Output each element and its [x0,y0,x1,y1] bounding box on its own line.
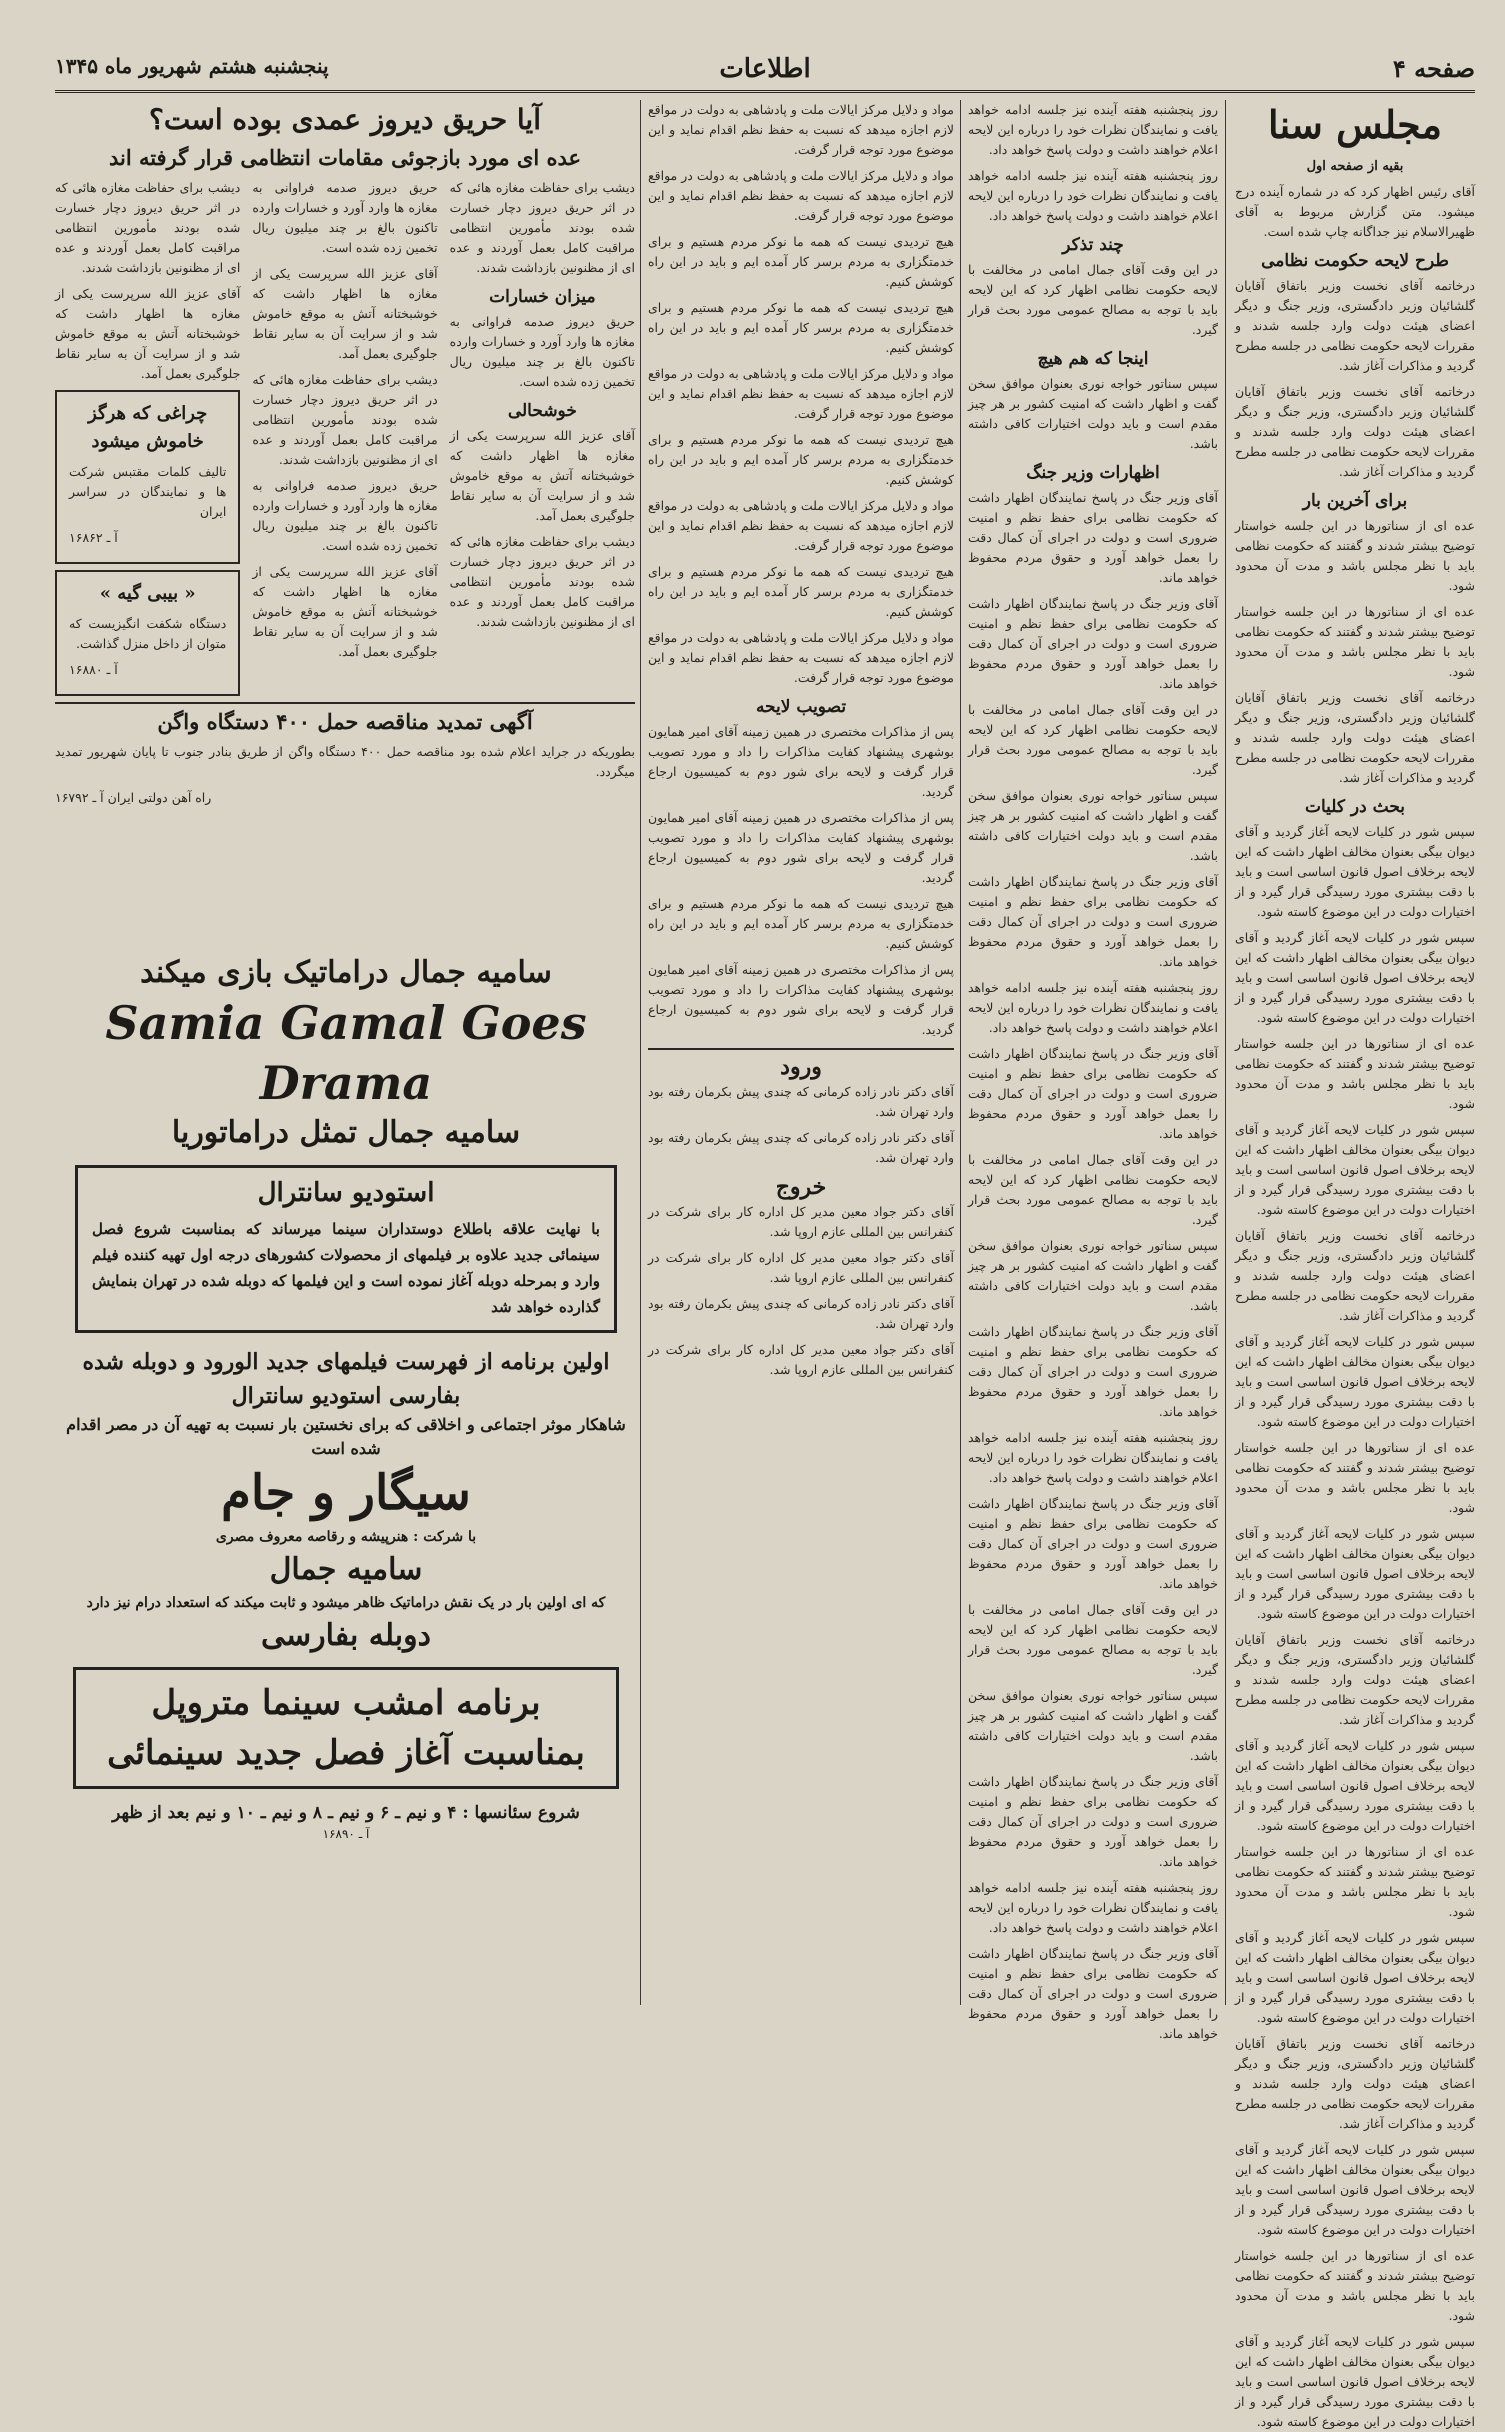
column-rule-2 [960,100,961,2005]
parliament-paragraph-1b: روز پنجشنبه هفته آینده نیز جلسه ادامه خواهد یافت و نمایندگان نظرات خود را درباره این لایحه اعلام خواهند داشت و دولت پاسخ خواهد داد. [968,168,1218,223]
studio-text: با نهایت علاقه باطلاع دوستداران سینما میرساند که بمناسبت شروع فصل سینمائی جدید علاوه بر فیلمهای از محصولات کشورهای درجه اول تهیه کننده فیلم وارد و بمرحله دوبله آغاز نموده است و این فیلمها که دوبله شده در تهران بنمایش گذارده خواهد شد [92,1220,600,1316]
lamp-ad-code: آ ـ ۱۶۸۶۲ [69,530,118,545]
ad-line-3: شاهکار موثر اجتماعی و اخلاقی که برای نخستین بار نسبت به تهیه آن در مصر اقدام شده است [66,1415,626,1458]
senate-subhead-1: طرح لایحه حکومت نظامی [1261,251,1449,271]
fire-subhead-1: میزان خسارات [489,287,596,307]
parliament-paragraph-4m: در این وقت آقای جمال امامی در مخالفت با لایحه حکومت نظامی اظهار کرد که این لایحه باید با توجه به مصالح عمومی مورد بحث قرار گیرد. [968,1602,1218,1677]
film-title: سیگار و جام [221,1465,471,1521]
parliament-paragraph-4d: سپس سناتور خواجه نوری بعنوان موافق سخن گفت و اظهار داشت که امنیت کشور بر هر چیز مقدم است و باید دولت اختیارات کافی داشته باشد. [968,788,1218,863]
departures-paragraph-b: آقای دکتر جواد معین مدیر کل اداره کار برای شرکت در کنفرانس بین المللی عازم اروپا شد. [648,1250,954,1285]
senate-paragraph-3: عده ای از سناتورها در این جلسه خواستار توضیح بیشتر شدند و گفتند که حکومت نظامی باید با نظر مجلس باشد و مدت آن محدود شود. [1235,518,1475,593]
studio-box [75,1165,617,1333]
fire-col-left [55,178,240,696]
senate-paragraph-4n: سپس شور در کلیات لایحه آغاز گردید و آقای دیوان بیگی بعنوان مخالف اظهار داشت که این لایحه برخلاف اصول قانون اساسی است و باید با دقت بیشتری مورد رسیدگی قرار گیرد و از اختیارات دولت در این موضوع کاسته شود. [1235,2142,1475,2237]
senate-paragraph-4o: عده ای از سناتورها در این جلسه خواستار توضیح بیشتر شدند و گفتند که حکومت نظامی باید با نظر مجلس باشد و مدت آن محدود شود. [1235,2248,1475,2323]
senate-title: مجلس سنا [1267,102,1443,147]
arrivals-paragraph-b: آقای دکتر نادر زاده کرمانی که چندی پیش بکرمان رفته بود وارد تهران شد. [648,1130,954,1165]
railway-notice-title: آگهی تمدید مناقصه حمل ۴۰۰ دستگاه واگن [157,709,533,734]
senate-paragraph-2: درخاتمه آقای نخست وزیر باتفاق آقایان گلشائیان وزیر دادگستری، وزیر جنگ و دیگر اعضای هیئت دولت وارد جلسه شدند و مقررات لایحه حکومت نظامی در جلسه مطرح گردید و مذاکرات آغاز شد. [1235,278,1475,373]
senate-paragraph-4h: سپس شور در کلیات لایحه آغاز گردید و آقای دیوان بیگی بعنوان مخالف اظهار داشت که این لایحه برخلاف اصول قانون اساسی است و باید با دقت بیشتری مورد رسیدگی قرار گیرد و از اختیارات دولت در این موضوع کاسته شود. [1235,1526,1475,1621]
parliament-paragraph-4c: در این وقت آقای جمال امامی در مخالفت با لایحه حکومت نظامی اظهار کرد که این لایحه باید با توجه به مصالح عمومی مورد بحث قرار گیرد. [968,702,1218,777]
cinema-advertisement [55,945,637,2000]
railway-notice-text: بطوریکه در جراید اعلام شده بود مناقصه حمل ۴۰۰ دستگاه واگن از طریق بنادر جنوب تا پایان شهریور تمدید میگردد. [55,744,635,779]
bill-subhead-1: تصویب لایحه [755,697,847,717]
senate-paragraph-4c: عده ای از سناتورها در این جلسه خواستار توضیح بیشتر شدند و گفتند که حکومت نظامی باید با نظر مجلس باشد و مدت آن محدود شود. [1235,1036,1475,1111]
parliament-paragraph-4n: سپس سناتور خواجه نوری بعنوان موافق سخن گفت و اظهار داشت که امنیت کشور بر هر چیز مقدم است و باید دولت اختیارات کافی داشته باشد. [968,1688,1218,1763]
railway-notice [55,702,635,808]
arrivals-paragraph: آقای دکتر نادر زاده کرمانی که چندی پیش بکرمان رفته بود وارد تهران شد. [648,1084,954,1119]
parliament-paragraph-4j: آقای وزیر جنگ در پاسخ نمایندگان اظهار داشت که حکومت نظامی برای حفظ نظم و امنیت ضروری است و دولت در اجرای آن کمال دقت را بعمل خواهد آورد و حقوق مردم محفوظ خواهد ماند. [968,1324,1218,1419]
parliament-paragraph-4g: آقای وزیر جنگ در پاسخ نمایندگان اظهار داشت که حکومت نظامی برای حفظ نظم و امنیت ضروری است و دولت در اجرای آن کمال دقت را بعمل خواهد آورد و حقوق مردم محفوظ خواهد ماند. [968,1046,1218,1141]
parliament-paragraph-3: سپس سناتور خواجه نوری بعنوان موافق سخن گفت و اظهار داشت که امنیت کشور بر هر چیز مقدم است و باید دولت اختیارات کافی داشته باشد. [968,376,1218,451]
parliament-paragraph-2: در این وقت آقای جمال امامی در مخالفت با لایحه حکومت نظامی اظهار کرد که این لایحه باید با توجه به مصالح عمومی مورد بحث قرار گیرد. [968,262,1218,337]
lamp-ad-box [55,390,240,564]
senate-subhead-3: بحث در کلیات [1304,797,1406,817]
continued-note: بقیه از صفحه اول [1306,159,1404,174]
parliament-paragraph-4p: روز پنجشنبه هفته آینده نیز جلسه ادامه خواهد یافت و نمایندگان نظرات خود را درباره این لایحه اعلام خواهند داشت و دولت پاسخ خواهد داد. [968,1880,1218,1935]
column-rule-1 [1225,100,1226,2005]
parliament-paragraph-4l: آقای وزیر جنگ در پاسخ نمایندگان اظهار داشت که حکومت نظامی برای حفظ نظم و امنیت ضروری است و دولت در اجرای آن کمال دقت را بعمل خواهد آورد و حقوق مردم محفوظ خواهد ماند. [968,1496,1218,1591]
fire-paragraph-3b: دیشب برای حفاظت مغازه هائی که در اثر حریق دیروز دچار خسارت شده بودند مأمورین انتظامی مراقبت کامل بعمل آوردند و عده ای از مظنونین بازداشت شدند. [449,534,635,629]
senate-paragraph-4d: سپس شور در کلیات لایحه آغاز گردید و آقای دیوان بیگی بعنوان مخالف اظهار داشت که این لایحه برخلاف اصول قانون اساسی است و باید با دقت بیشتری مورد رسیدگی قرار گیرد و از اختیارات دولت در این موضوع کاسته شود. [1235,1122,1475,1217]
program-line-2: بمناسبت آغاز فصل جدید سینمائی [107,1733,585,1773]
parliament-paragraph-4i: سپس سناتور خواجه نوری بعنوان موافق سخن گفت و اظهار داشت که امنیت کشور بر هر چیز مقدم است و باید دولت اختیارات کافی داشته باشد. [968,1238,1218,1313]
bill-paragraph-2f: هیچ تردیدی نیست که همه ما نوکر مردم هستیم و برای خدمتگزاری به مردم برسر کار آمده ایم و باید در این راه کوشش کنیم. [648,564,954,619]
ad-line-1: اولین برنامه از فهرست فیلمهای جدید الورود و دوبله شده [82,1349,610,1375]
bill-paragraph-2e: مواد و دلایل مرکز ایالات ملت و پادشاهی به دولت در مواقع لازم اجازه میدهد که نسبت به حفظ نظم اقدام نماید و این موضوع مورد توجه قرار گرفت. [648,498,954,553]
senate-paragraph-4m: درخاتمه آقای نخست وزیر باتفاق آقایان گلشائیان وزیر دادگستری، وزیر جنگ و دیگر اعضای هیئت دولت وارد جلسه شدند و مقررات لایحه حکومت نظامی در جلسه مطرح گردید و مذاکرات آغاز شد. [1235,2036,1475,2131]
senate-paragraph-3b: عده ای از سناتورها در این جلسه خواستار توضیح بیشتر شدند و گفتند که حکومت نظامی باید با نظر مجلس باشد و مدت آن محدود شود. [1235,604,1475,679]
senate-paragraph-4f: سپس شور در کلیات لایحه آغاز گردید و آقای دیوان بیگی بعنوان مخالف اظهار داشت که این لایحه برخلاف اصول قانون اساسی است و باید با دقت بیشتری مورد رسیدگی قرار گیرد و از اختیارات دولت در این موضوع کاسته شود. [1235,1334,1475,1429]
senate-paragraph-1: آقای رئیس اظهار کرد که در شماره آینده درج میشود. متن گزارش مربوط به آقای ظهیرالاسلام نیز جداگانه چاپ شده است. [1235,184,1475,239]
railway-notice-code: آ ـ ۱۶۷۹۲ [55,790,104,805]
fire-paragraph-9: دیشب برای حفاظت مغازه هائی که در اثر حریق دیروز دچار خسارت شده بودند مأمورین انتظامی مراقبت کامل بعمل آوردند و عده ای از مظنونین بازداشت شدند. [55,180,241,275]
senate-paragraph-4i: درخاتمه آقای نخست وزیر باتفاق آقایان گلشائیان وزیر دادگستری، وزیر جنگ و دیگر اعضای هیئت دولت وارد جلسه شدند و مقررات لایحه حکومت نظامی در جلسه مطرح گردید و مذاکرات آغاز شد. [1235,1632,1475,1727]
newspaper-name: اطلاعات [719,54,811,84]
parliament-subhead-1: چند تذکر [1062,235,1124,255]
parliament-subhead-3: اظهارات وزیر جنگ [1026,463,1160,483]
fire-paragraph-4: حریق دیروز صدمه فراوانی به مغازه ها وارد آورد و خسارات وارده تاکنون بالغ بر چند میلیون ریال تخمین زده شده است. [252,180,438,255]
fire-subhead-2: خوشحالی [507,401,577,421]
parliament-paragraph-1: روز پنجشنبه هفته آینده نیز جلسه ادامه خواهد یافت و نمایندگان نظرات خود را درباره این لایحه اعلام خواهند داشت و دولت پاسخ خواهد داد. [968,102,1218,157]
ad-subtitle-fa: سامیه جمال تمثل دراماتوریا [171,1115,521,1150]
senate-paragraph-4g: عده ای از سناتورها در این جلسه خواستار توضیح بیشتر شدند و گفتند که حکومت نظامی باید با نظر مجلس باشد و مدت آن محدود شود. [1235,1440,1475,1515]
device-ad-code: آ ـ ۱۶۸۸۰ [69,662,118,677]
senate-paragraph-4l: سپس شور در کلیات لایحه آغاز گردید و آقای دیوان بیگی بعنوان مخالف اظهار داشت که این لایحه برخلاف اصول قانون اساسی است و باید با دقت بیشتری مورد رسیدگی قرار گیرد و از اختیارات دولت در این موضوع کاسته شود. [1235,1930,1475,2025]
parliament-paragraph-4: آقای وزیر جنگ در پاسخ نمایندگان اظهار داشت که حکومت نظامی برای حفظ نظم و امنیت ضروری است و دولت در اجرای آن کمال دقت را بعمل خواهد آورد و حقوق مردم محفوظ خواهد ماند. [968,490,1218,585]
ad-note: که ای اولین بار در یک نقش دراماتیک ظاهر میشود و ثابت میکند که استعداد درام نیز دارد [86,1595,606,1611]
bill-paragraph-2g: مواد و دلایل مرکز ایالات ملت و پادشاهی به دولت در مواقع لازم اجازه میدهد که نسبت به حفظ نظم اقدام نماید و این موضوع مورد توجه قرار گرفت. [648,630,954,685]
fire-col-right [450,178,635,696]
fire-paragraph-5: آقای عزیز الله سرپرست یکی از مغازه ها اظهار داشت که خوشبختانه آتش به موقع خاموش شد و از سرایت آن به سایر نقاط جلوگیری بعمل آمد. [252,266,438,361]
senate-paragraph-3c: درخاتمه آقای نخست وزیر باتفاق آقایان گلشائیان وزیر دادگستری، وزیر جنگ و دیگر اعضای هیئت دولت وارد جلسه شدند و مقررات لایحه حکومت نظامی در جلسه مطرح گردید و مذاکرات آغاز شد. [1235,690,1475,785]
senate-paragraph-4k: عده ای از سناتورها در این جلسه خواستار توضیح بیشتر شدند و گفتند که حکومت نظامی باید با نظر مجلس باشد و مدت آن محدود شود. [1235,1844,1475,1919]
column-senate [1235,100,1475,2429]
ad-cast: با شرکت : هنرپیشه و رقاصه معروف مصری [215,1529,477,1545]
departures-paragraph-d: آقای دکتر جواد معین مدیر کل اداره کار برای شرکت در کنفرانس بین المللی عازم اروپا شد. [648,1342,954,1377]
parliament-paragraph-4q: آقای وزیر جنگ در پاسخ نمایندگان اظهار داشت که حکومت نظامی برای حفظ نظم و امنیت ضروری است و دولت در اجرای آن کمال دقت را بعمل خواهد آورد و حقوق مردم محفوظ خواهد ماند. [968,1946,1218,2041]
lamp-ad-title: چراغی که هرگز خاموش میشود [88,403,208,452]
ad-title-en: Samia Gamal Goes Drama [105,996,587,1110]
device-ad-text: دستگاه شکفت انگیزیست که متوان از داخل منزل گذاشت. [69,616,227,651]
departures-heading: خروج [775,1174,827,1200]
bill-paragraph-2d: هیچ تردیدی نیست که همه ما نوکر مردم هستیم و برای خدمتگزاری به مردم برسر کار آمده ایم و باید در این راه کوشش کنیم. [648,432,954,487]
fire-paragraph-1: دیشب برای حفاظت مغازه هائی که در اثر حریق دیروز دچار خسارت شده بودند مأمورین انتظامی مراقبت کامل بعمل آوردند و عده ای از مظنونین بازداشت شدند. [449,180,635,275]
bill-paragraph-1b: مواد و دلایل مرکز ایالات ملت و پادشاهی به دولت در مواقع لازم اجازه میدهد که نسبت به حفظ نظم اقدام نماید و این موضوع مورد توجه قرار گرفت. [648,168,954,223]
device-ad-title: « بیبی گیه » [99,583,196,604]
fire-headline: آیا حریق دیروز عمدی بوده است؟ [149,103,541,136]
page-number: صفحه ۴ [1392,54,1475,83]
railway-notice-signature: راه آهن دولتی ایران [107,790,212,805]
column-rule-3 [640,100,641,2005]
parliament-paragraph-4b: آقای وزیر جنگ در پاسخ نمایندگان اظهار داشت که حکومت نظامی برای حفظ نظم و امنیت ضروری است و دولت در اجرای آن کمال دقت را بعمل خواهد آورد و حقوق مردم محفوظ خواهد ماند. [968,596,1218,691]
senate-paragraph-4j: سپس شور در کلیات لایحه آغاز گردید و آقای دیوان بیگی بعنوان مخالف اظهار داشت که این لایحه برخلاف اصول قانون اساسی است و باید با دقت بیشتری مورد رسیدگی قرار گیرد و از اختیارات دولت در این موضوع کاسته شود. [1235,1738,1475,1833]
lamp-ad-text: تالیف کلمات مقتبس شرکت ها و نمایندگان در سراسر ایران [69,464,227,519]
studio-name: استودیو سانترال [257,1178,435,1208]
ad-dubbed: دوبله بفارسی [261,1618,431,1653]
parliament-paragraph-4e: آقای وزیر جنگ در پاسخ نمایندگان اظهار داشت که حکومت نظامی برای حفظ نظم و امنیت ضروری است و دولت در اجرای آن کمال دقت را بعمل خواهد آورد و حقوق مردم محفوظ خواهد ماند. [968,874,1218,969]
senate-paragraph-2b: درخاتمه آقای نخست وزیر باتفاق آقایان گلشائیان وزیر دادگستری، وزیر جنگ و دیگر اعضای هیئت دولت وارد جلسه شدند و مقررات لایحه حکومت نظامی در جلسه مطرح گردید و مذاکرات آغاز شد. [1235,384,1475,479]
senate-paragraph-4e: درخاتمه آقای نخست وزیر باتفاق آقایان گلشائیان وزیر دادگستری، وزیر جنگ و دیگر اعضای هیئت دولت وارد جلسه شدند و مقررات لایحه حکومت نظامی در جلسه مطرح گردید و مذاکرات آغاز شد. [1235,1228,1475,1323]
program-line-1: برنامه امشب سینما متروپل [151,1683,541,1723]
issue-date: پنجشنبه هشتم شهریور ماه ۱۳۴۵ [55,54,329,78]
parliament-subhead-2: اینجا که هم هیچ [1037,349,1149,369]
parliament-paragraph-4f: روز پنجشنبه هفته آینده نیز جلسه ادامه خواهد یافت و نمایندگان نظرات خود را درباره این لایحه اعلام خواهند داشت و دولت پاسخ خواهد داد. [968,980,1218,1035]
fire-columns [55,178,635,696]
column-fire-story [55,100,635,935]
fire-paragraph-7: حریق دیروز صدمه فراوانی به مغازه ها وارد آورد و خسارات وارده تاکنون بالغ بر چند میلیون ریال تخمین زده شده است. [252,478,438,553]
senate-paragraph-4b: سپس شور در کلیات لایحه آغاز گردید و آقای دیوان بیگی بعنوان مخالف اظهار داشت که این لایحه برخلاف اصول قانون اساسی است و باید با دقت بیشتری مورد رسیدگی قرار گیرد و از اختیارات دولت در این موضوع کاسته شود. [1235,930,1475,1025]
fire-subheadline: عده ای مورد بازجوئی مقامات انتظامی قرار گرفته اند [108,145,582,170]
bill-paragraph-2: هیچ تردیدی نیست که همه ما نوکر مردم هستیم و برای خدمتگزاری به مردم برسر کار آمده ایم و باید در این راه کوشش کنیم. [648,234,954,289]
bill-paragraph-3c: هیچ تردیدی نیست که همه ما نوکر مردم هستیم و برای خدمتگزاری به مردم برسر کار آمده ایم و باید در این راه کوشش کنیم. [648,896,954,951]
bill-paragraph-2b: هیچ تردیدی نیست که همه ما نوکر مردم هستیم و برای خدمتگزاری به مردم برسر کار آمده ایم و باید در این راه کوشش کنیم. [648,300,954,355]
fire-paragraph-6: دیشب برای حفاظت مغازه هائی که در اثر حریق دیروز دچار خسارت شده بودند مأمورین انتظامی مراقبت کامل بعمل آوردند و عده ای از مظنونین بازداشت شدند. [252,372,438,467]
ad-line-2: بفارسی استودیو سانترال [231,1383,461,1409]
parliament-paragraph-4h: در این وقت آقای جمال امامی در مخالفت با لایحه حکومت نظامی اظهار کرد که این لایحه باید با توجه به مصالح عمومی مورد بحث قرار گیرد. [968,1152,1218,1227]
program-box [73,1667,619,1789]
parliament-paragraph-4k: روز پنجشنبه هفته آینده نیز جلسه ادامه خواهد یافت و نمایندگان نظرات خود را درباره این لایحه اعلام خواهند داشت و دولت پاسخ خواهد داد. [968,1430,1218,1485]
device-ad-box [55,570,240,696]
ad-star: سامیه جمال [269,1552,423,1587]
fire-col-mid [252,178,437,696]
parliament-paragraph-4o: آقای وزیر جنگ در پاسخ نمایندگان اظهار داشت که حکومت نظامی برای حفظ نظم و امنیت ضروری است و دولت در اجرای آن کمال دقت را بعمل خواهد آورد و حقوق مردم محفوظ خواهد ماند. [968,1774,1218,1869]
departures-paragraph-c: آقای دکتر نادر زاده کرمانی که چندی پیش بکرمان رفته بود وارد تهران شد. [648,1296,954,1331]
departures-paragraph: آقای دکتر جواد معین مدیر کل اداره کار برای شرکت در کنفرانس بین المللی عازم اروپا شد. [648,1204,954,1239]
railway-notice-sign [55,788,635,808]
masthead [55,50,1475,93]
fire-paragraph-10: آقای عزیز الله سرپرست یکی از مغازه ها اظهار داشت که خوشبختانه آتش به موقع خاموش شد و از سرایت آن به سایر نقاط جلوگیری بعمل آمد. [55,286,241,381]
column-bill [648,100,954,2000]
ad-title-fa: سامیه جمال دراماتیک بازی میکند [140,955,552,990]
fire-paragraph-3: آقای عزیز الله سرپرست یکی از مغازه ها اظهار داشت که خوشبختانه آتش به موقع خاموش شد و از سرایت آن به سایر نقاط جلوگیری بعمل آمد. [449,428,635,523]
column-parliament [968,100,1218,2041]
bill-paragraph-3d: پس از مذاکرات مختصری در همین زمینه آقای امیر همایون بوشهری پیشنهاد کفایت مذاکرات را داد و مورد تصویب قرار گرفت و لایحه برای شور دوم به کمیسیون ارجاع گردید. [648,962,954,1037]
senate-paragraph-4: سپس شور در کلیات لایحه آغاز گردید و آقای دیوان بیگی بعنوان مخالف اظهار داشت که این لایحه برخلاف اصول قانون اساسی است و باید با دقت بیشتری مورد رسیدگی قرار گیرد و از اختیارات دولت در این موضوع کاسته شود. [1235,824,1475,919]
bill-paragraph-3: پس از مذاکرات مختصری در همین زمینه آقای امیر همایون بوشهری پیشنهاد کفایت مذاکرات را داد و مورد تصویب قرار گرفت و لایحه برای شور دوم به کمیسیون ارجاع گردید. [648,724,954,799]
bill-paragraph-1: مواد و دلایل مرکز ایالات ملت و پادشاهی به دولت در مواقع لازم اجازه میدهد که نسبت به حفظ نظم اقدام نماید و این موضوع مورد توجه قرار گرفت. [648,102,954,157]
senate-paragraph-4p: سپس شور در کلیات لایحه آغاز گردید و آقای دیوان بیگی بعنوان مخالف اظهار داشت که این لایحه برخلاف اصول قانون اساسی است و باید با دقت بیشتری مورد رسیدگی قرار گیرد و از اختیارات دولت در این موضوع کاسته شود. [1235,2334,1475,2429]
ad-code: آ ـ ۱۶۸۹۰ [322,1827,370,1841]
bill-paragraph-2c: مواد و دلایل مرکز ایالات ملت و پادشاهی به دولت در مواقع لازم اجازه میدهد که نسبت به حفظ نظم اقدام نماید و این موضوع مورد توجه قرار گرفت. [648,366,954,421]
senate-subhead-2: برای آخرین بار [1302,491,1408,511]
fire-paragraph-2: حریق دیروز صدمه فراوانی به مغازه ها وارد آورد و خسارات وارده تاکنون بالغ بر چند میلیون ریال تخمین زده شده است. [449,314,635,389]
fire-paragraph-8: آقای عزیز الله سرپرست یکی از مغازه ها اظهار داشت که خوشبختانه آتش به موقع خاموش شد و از سرایت آن به سایر نقاط جلوگیری بعمل آمد. [252,564,438,659]
ad-showtimes: شروع سئانسها : ۴ و نیم ـ ۶ و نیم ـ ۸ و نیم ـ ۱۰ و نیم بعد از ظهر [112,1803,580,1823]
arrivals-heading: ورود [648,1048,954,1078]
bill-paragraph-3b: پس از مذاکرات مختصری در همین زمینه آقای امیر همایون بوشهری پیشنهاد کفایت مذاکرات را داد و مورد تصویب قرار گرفت و لایحه برای شور دوم به کمیسیون ارجاع گردید. [648,810,954,885]
